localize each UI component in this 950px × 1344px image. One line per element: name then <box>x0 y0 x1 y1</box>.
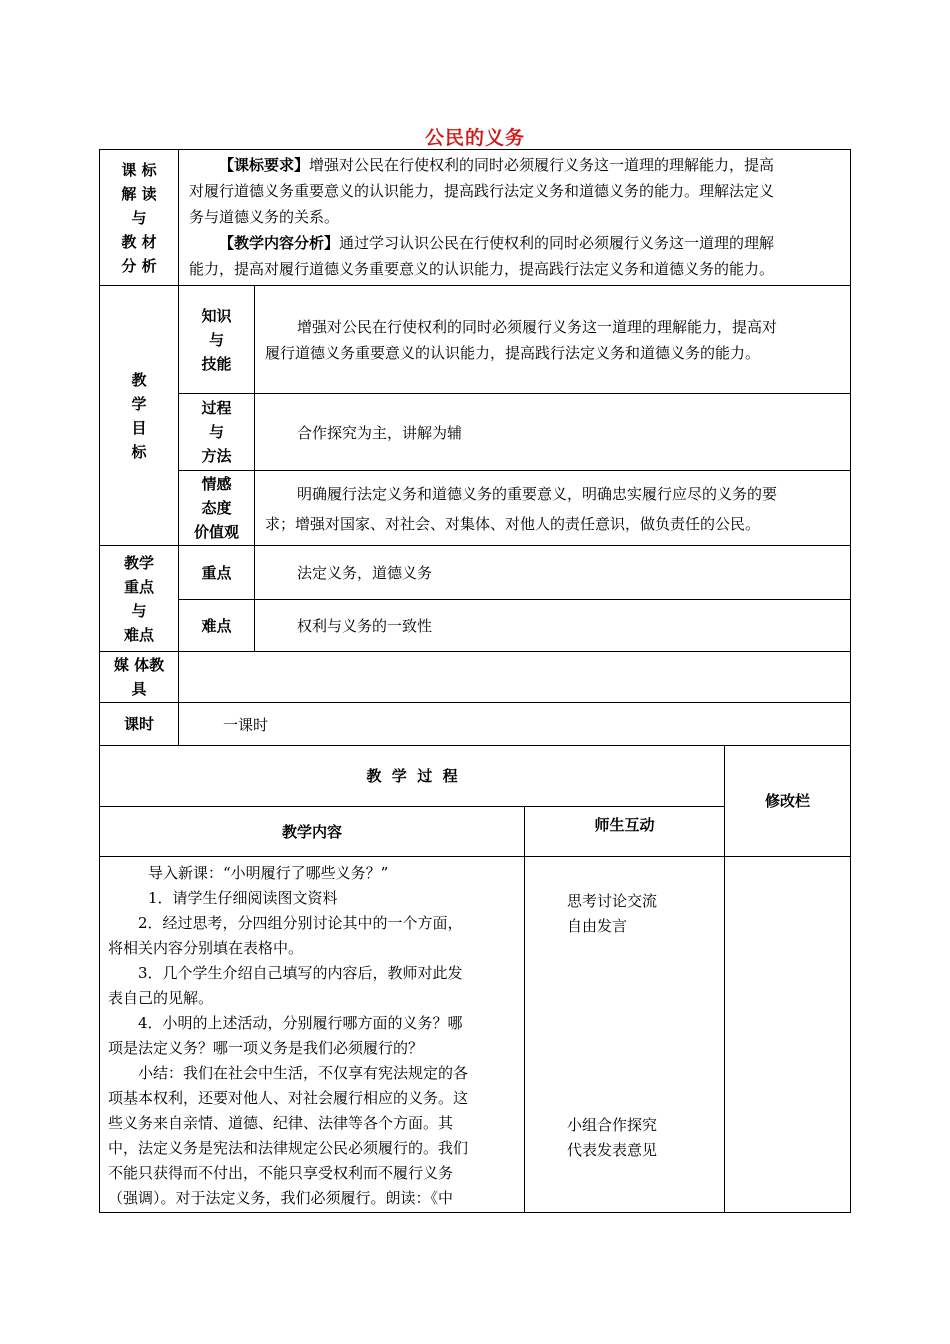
label-line: 教 <box>131 370 147 389</box>
revision-header-text: 修改栏 <box>764 792 810 810</box>
hours-label-text: 课时 <box>123 715 154 733</box>
knowledge-label <box>178 285 255 394</box>
content-line: 3．几个学生介绍自己填写的内容后，教师对此发 <box>138 964 463 982</box>
curriculum-content <box>178 149 851 286</box>
key-point-text <box>254 545 851 600</box>
interaction-header-text: 师生互动 <box>594 816 655 834</box>
requirement-line: 对履行道德义务重要意义的认识能力，提高践行法定义务和道德义务的能力。理解法定义 <box>189 182 775 200</box>
label-line: 媒 体教 <box>113 656 165 674</box>
content-line: 项基本权利，还要对他人、对社会履行相应的义务。这 <box>108 1089 469 1107</box>
label-line: 教学 <box>123 553 154 572</box>
key-point-value: 法定义务，道德义务 <box>297 564 433 582</box>
content-line: 2．经过思考，分四组分别讨论其中的一个方面， <box>138 914 463 932</box>
lesson-plan-table <box>99 149 851 1213</box>
interaction-line: 自由发言 <box>567 917 628 935</box>
label-line: 情感 <box>201 475 232 493</box>
objectives-label <box>99 285 179 546</box>
label-line: 与 <box>131 208 147 227</box>
label-line: 与 <box>131 601 147 620</box>
label-line: 方法 <box>201 447 232 465</box>
text-line: 履行道德义务重要意义的认识能力，提高践行法定义务和道德义务的能力。 <box>265 344 761 362</box>
label-line: 具 <box>131 680 147 698</box>
content-line: 导入新课：“小明履行了哪些义务？” <box>148 864 389 882</box>
text-line: 增强对公民在行使权利的同时必须履行义务这一道理的理解能力，提高对 <box>297 318 778 336</box>
content-header-text: 教学内容 <box>281 822 342 841</box>
label-line: 重点 <box>123 577 154 596</box>
difficulty-text <box>254 599 851 652</box>
teaching-content <box>99 856 525 1213</box>
label-line: 目 <box>131 418 147 437</box>
emotion-label <box>178 470 255 546</box>
content-line: 表自己的见解。 <box>108 989 214 1007</box>
content-line: 项是法定义务？哪一项义务是我们必须履行的？ <box>108 1039 424 1057</box>
hours-value-text: 一课时 <box>223 715 269 734</box>
process-method-text <box>254 393 851 471</box>
difficulty-label-text: 难点 <box>201 616 232 635</box>
label-line: 难点 <box>123 625 154 644</box>
text-line: 求；增强对国家、对社会、对集体、对他人的责任意识，做负责任的公民。 <box>265 515 761 533</box>
analysis-heading: 【教学内容分析】 <box>219 234 340 252</box>
label-line: 教 材 <box>121 232 157 251</box>
analysis-line: 能力，提高对履行道德义务重要意义的认识能力，提高践行法定义务和道德义务的能力。 <box>189 260 775 278</box>
content-header <box>99 806 525 857</box>
media-label <box>99 651 179 703</box>
interaction-line: 代表发表意见 <box>567 1141 658 1159</box>
text-line: 明确履行法定义务和道德义务的重要意义，明确忠实履行应尽的义务的要 <box>297 485 778 503</box>
media-value <box>178 651 851 703</box>
document-title: 公民的义务 <box>424 127 525 149</box>
key-point-label-text: 重点 <box>201 563 232 582</box>
content-line: 将相关内容分别填在表格中。 <box>108 939 304 957</box>
label-line: 标 <box>131 442 147 461</box>
label-line: 分 析 <box>121 256 157 275</box>
requirement-line: 增强对公民在行使权利的同时必须履行义务这一道理的理解能力，提高 <box>309 156 775 174</box>
interaction-content <box>524 856 725 1213</box>
label-line: 学 <box>131 394 147 413</box>
interaction-line: 思考讨论交流 <box>567 892 658 910</box>
hours-value <box>178 702 851 746</box>
analysis-line: 通过学习认识公民在行使权利的同时必须履行义务这一道理的理解 <box>339 234 775 252</box>
label-line: 解 读 <box>121 184 157 203</box>
label-line: 与 <box>208 330 224 349</box>
emotion-text <box>254 470 851 546</box>
knowledge-text <box>254 285 851 394</box>
interaction-line: 小组合作探究 <box>567 1116 658 1134</box>
process-method-label <box>178 393 255 471</box>
requirement-line: 务与道德义务的关系。 <box>189 208 340 226</box>
key-point-label <box>178 545 255 600</box>
label-line: 态度 <box>201 499 232 517</box>
interaction-header <box>524 806 725 857</box>
content-line: 不能只获得而不付出，不能只享受权利而不履行义务 <box>108 1164 454 1182</box>
process-method-value: 合作探究为主，讲解为辅 <box>297 423 463 442</box>
label-line: 价值观 <box>193 523 239 541</box>
label-line: 技能 <box>201 354 232 373</box>
hours-label <box>99 702 179 746</box>
process-header-text: 教 学 过 程 <box>366 767 458 785</box>
revision-content <box>724 856 851 1213</box>
content-line: （强调）。对于法定义务，我们必须履行。朗读：《中 <box>108 1189 454 1207</box>
revision-header <box>724 745 851 857</box>
label-line: 过程 <box>201 399 232 417</box>
focus-label <box>99 545 179 652</box>
curriculum-label <box>99 149 179 286</box>
content-line: 小结：我们在社会中生活，不仅享有宪法规定的各 <box>138 1064 469 1082</box>
label-line: 与 <box>208 423 224 441</box>
requirement-heading: 【课标要求】 <box>219 156 310 174</box>
difficulty-label <box>178 599 255 652</box>
content-line: 1．请学生仔细阅读图文资料 <box>148 889 338 907</box>
content-line: 中，法定义务是宪法和法律规定公民必须履行的。我们 <box>108 1139 469 1157</box>
content-line: 4．小明的上述活动，分别履行哪方面的义务？哪 <box>138 1014 463 1032</box>
process-header <box>99 745 725 807</box>
difficulty-value: 权利与义务的一致性 <box>297 617 433 635</box>
label-line: 知识 <box>201 306 232 325</box>
label-line: 课 标 <box>121 160 157 179</box>
content-line: 些义务来自亲情、道德、纪律、法律等各个方面。其 <box>108 1114 454 1132</box>
